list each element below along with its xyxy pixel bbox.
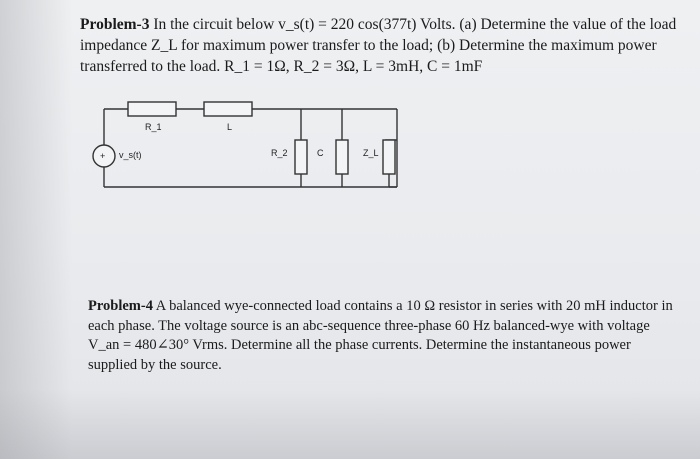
c-label: C — [317, 148, 324, 158]
inductor — [204, 102, 252, 116]
problem-3-text: In the circuit below v_s(t) = 220 cos(377t) Volts. (a) Determine the value of the load impedance Z_L for maximum power transfer to the load; (b) Determine the maximum power transferred to the load. R_1 = 1Ω, R_2 = 3Ω, L = 3mH, C = 1mF — [80, 16, 677, 75]
l-label: L — [227, 122, 233, 132]
zl-label: Z_L — [363, 148, 379, 158]
problem-4-paragraph — [88, 297, 678, 375]
capacitor — [336, 140, 348, 174]
source-label: v_s(t) — [119, 150, 142, 160]
problem-4-heading: Problem-4 — [88, 298, 153, 314]
source-plus-sign: + — [100, 151, 106, 161]
r1-label: R_1 — [145, 122, 162, 132]
problem-4-text: A balanced wye-connected load contains a 10 Ω resistor in series with 20 mH inductor in each phase. The voltage source is an abc-sequence three-phase 60 Hz balanced-wye with voltage V_an = 480∠30° Vrms. Determine all the phase currents. Determine the instantaneous power supplied by the source. — [88, 298, 673, 373]
r1-resistor — [128, 102, 176, 116]
r2-label: R_2 — [271, 148, 288, 158]
r2-resistor — [295, 140, 307, 174]
problem-3-heading: Problem-3 — [80, 16, 150, 33]
zl-load — [383, 140, 395, 174]
